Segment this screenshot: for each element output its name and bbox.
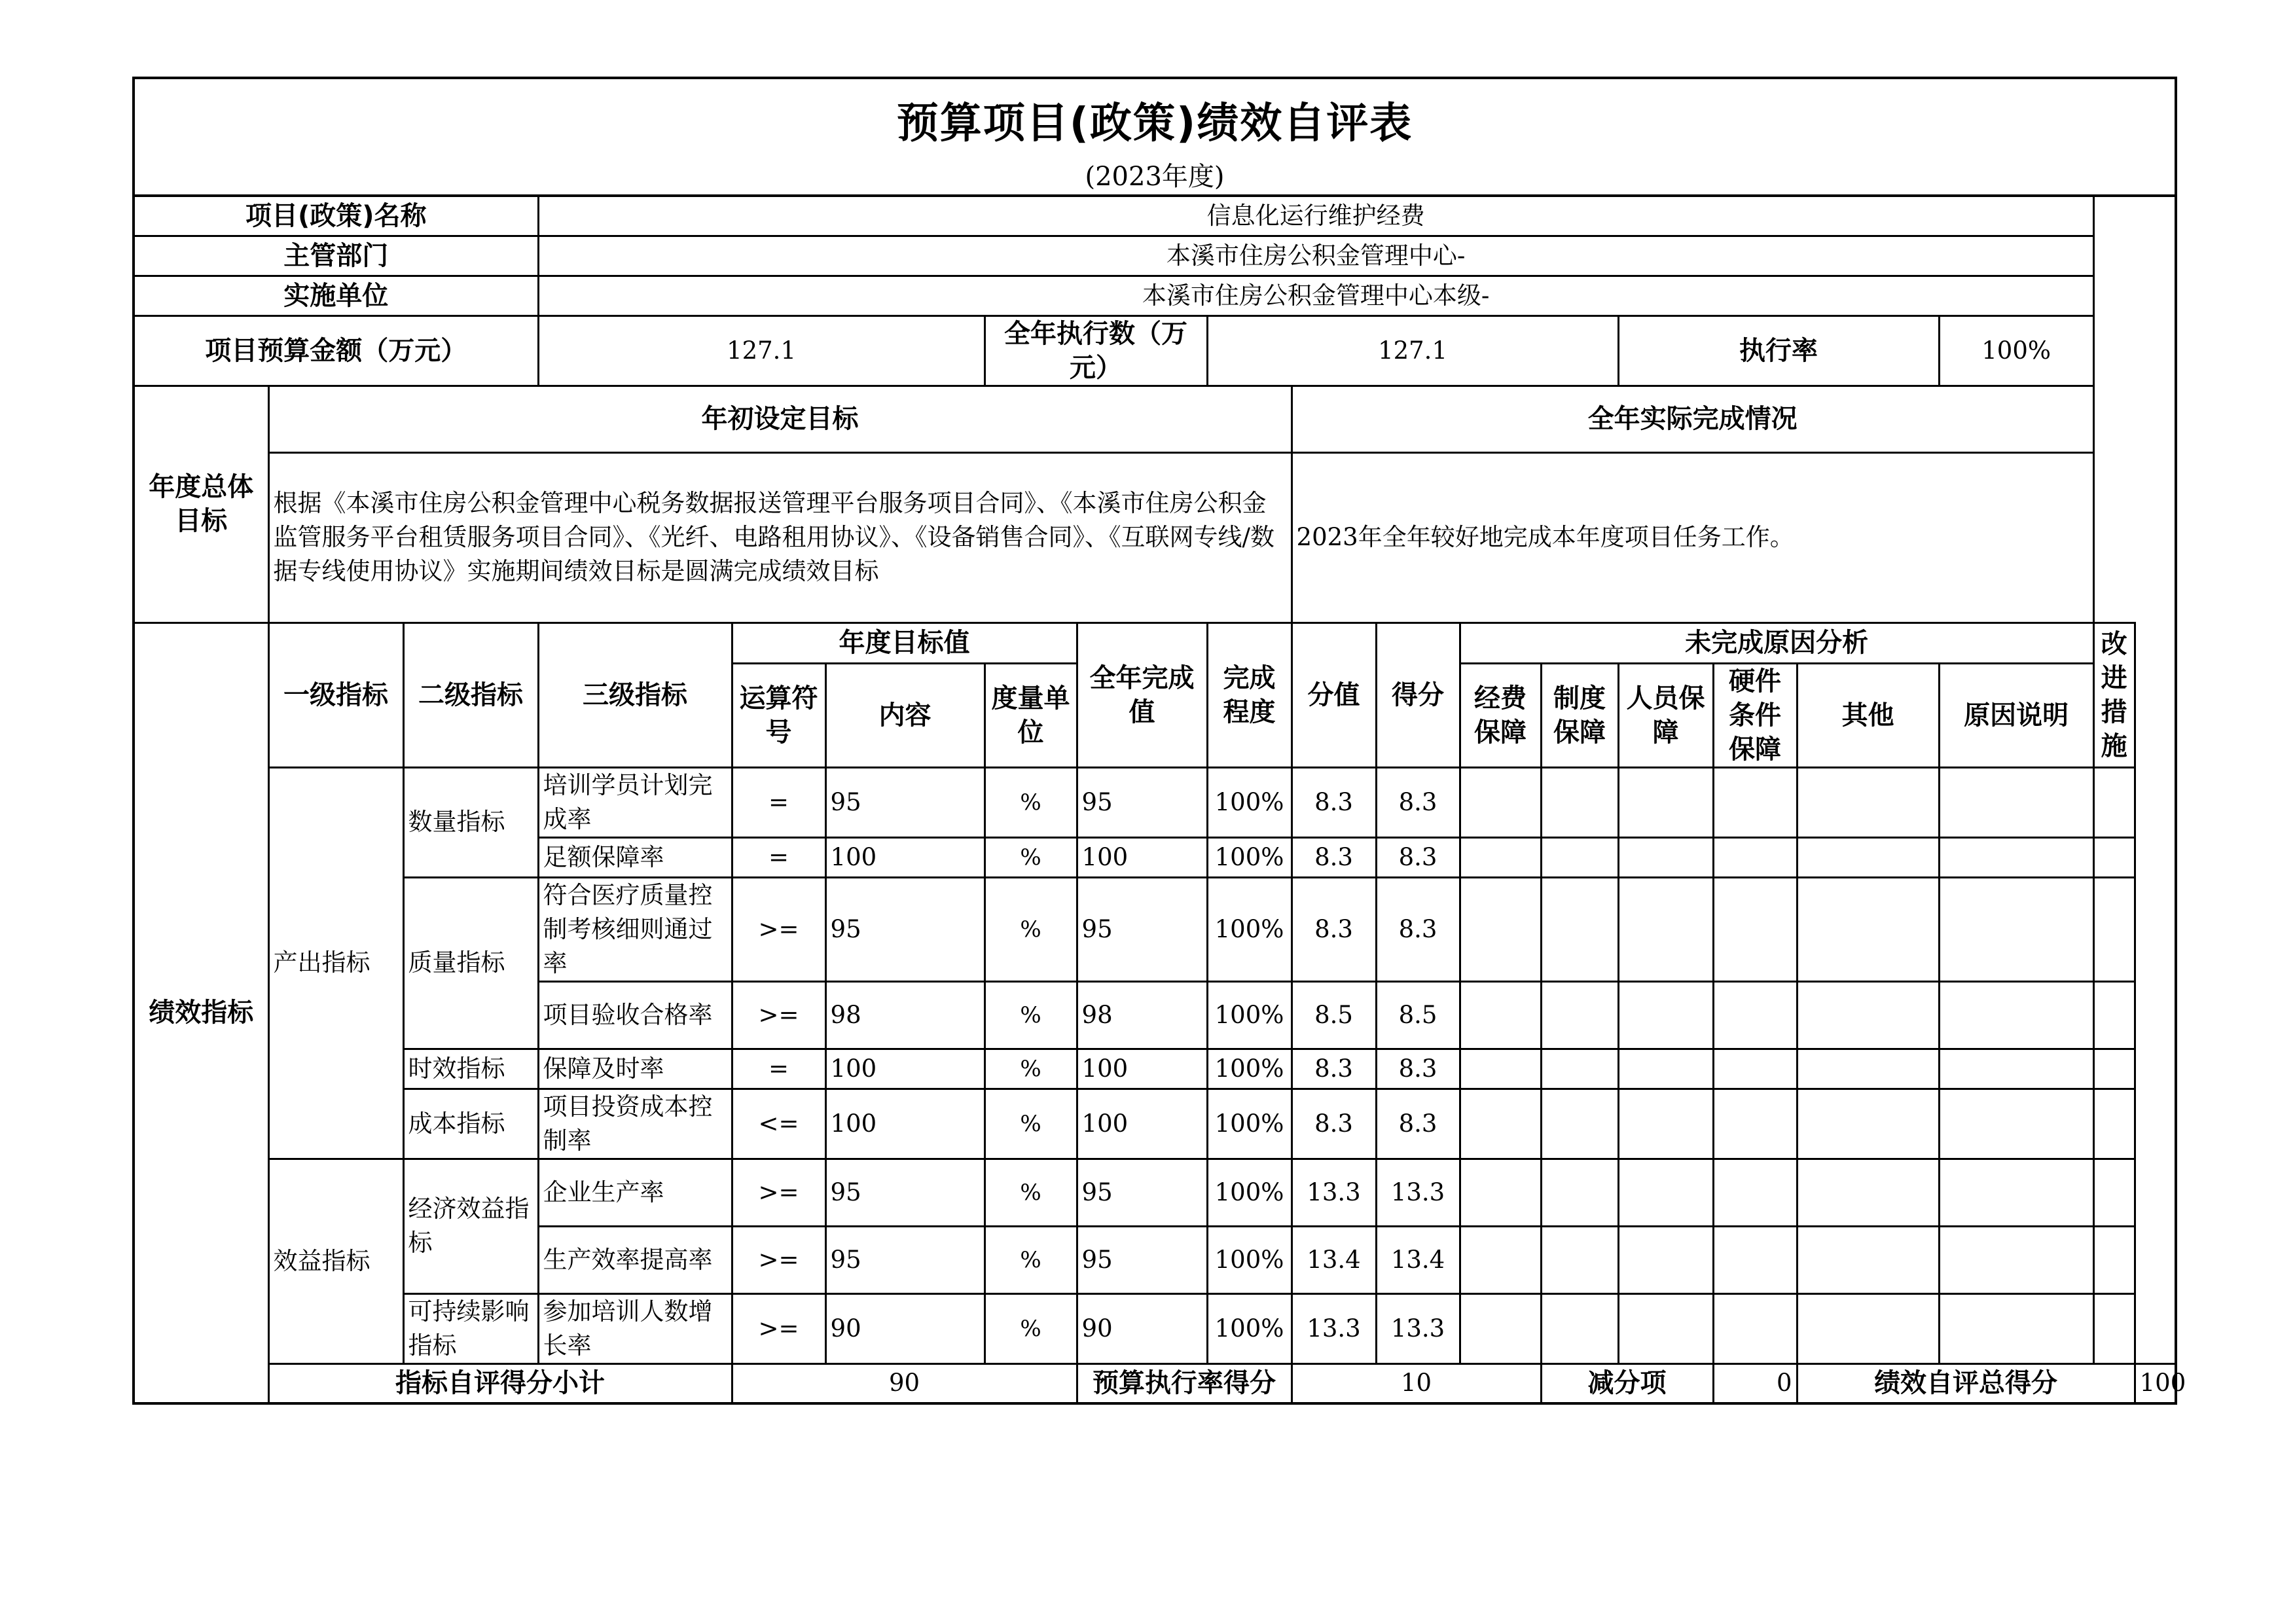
rate-label: 执行率	[1618, 316, 1939, 386]
indicator-content: 95	[825, 877, 985, 981]
indicator-unit: %	[985, 1226, 1077, 1293]
indicator-op: <=	[732, 1089, 825, 1159]
indicator-name: 企业生产率	[538, 1159, 732, 1226]
indicator-content: 95	[825, 1159, 985, 1226]
dept-label: 主管部门	[134, 236, 538, 276]
year-label: (2023年度)	[1085, 162, 1225, 192]
indicator-actual: 98	[1077, 981, 1207, 1049]
indicator-score: 13.3	[1292, 1159, 1376, 1226]
info-row-budget	[134, 316, 2176, 386]
header-r-hardware: 硬件条件保障	[1713, 663, 1797, 767]
unit-label: 实施单位	[134, 276, 538, 316]
goals-header-row	[134, 386, 2176, 452]
indicator-unit: %	[985, 877, 1077, 981]
indicator-actual: 95	[1077, 767, 1207, 837]
indicator-name: 培训学员计划完成率	[538, 767, 732, 837]
indicator-score: 8.5	[1292, 981, 1376, 1049]
table-row	[134, 1049, 2176, 1089]
header-level3: 三级指标	[538, 623, 732, 767]
summary-row	[134, 1363, 2176, 1403]
indicator-name: 参加培训人数增长率	[538, 1293, 732, 1363]
indicator-got: 13.4	[1376, 1226, 1460, 1293]
header-r-staff: 人员保障	[1618, 663, 1713, 767]
budget-label: 项目预算金额（万元）	[134, 316, 538, 386]
indicator-actual: 100	[1077, 837, 1207, 877]
indicator-unit: %	[985, 1049, 1077, 1089]
indicator-name: 足额保障率	[538, 837, 732, 877]
info-row-unit	[134, 276, 2176, 316]
table-row	[134, 877, 2176, 981]
indicator-completion: 100%	[1207, 1159, 1292, 1226]
indicator-score: 8.3	[1292, 1049, 1376, 1089]
header-got: 得分	[1376, 623, 1460, 767]
indicator-got: 13.3	[1376, 1293, 1460, 1363]
indicator-unit: %	[985, 1089, 1077, 1159]
budget-value: 127.1	[538, 316, 985, 386]
table-row	[134, 1089, 2176, 1159]
goals-actual-label: 全年实际完成情况	[1292, 386, 2093, 452]
header-score: 分值	[1292, 623, 1376, 767]
indicator-name: 生产效率提高率	[538, 1226, 732, 1293]
indicators-section-label: 绩效指标	[134, 623, 268, 1403]
indicator-op: =	[732, 767, 825, 837]
indicator-score: 8.3	[1292, 1089, 1376, 1159]
indicator-completion: 100%	[1207, 1049, 1292, 1089]
goals-set-text: 根据《本溪市住房公积金管理中心税务数据报送管理平台服务项目合同》、《本溪市住房公积金监管服务平台租赁服务项目合同》、《光纤、电路租用协议》、《设备销售合同》、《互联网专线/数据专线使用协议》实施期间绩效目标是圆满完成绩效目标	[268, 452, 1292, 623]
indicator-op: >=	[732, 1159, 825, 1226]
total-value: 100	[2135, 1363, 2176, 1403]
header-operator: 运算符号	[732, 663, 825, 767]
indicator-got: 8.3	[1376, 837, 1460, 877]
indicator-op: >=	[732, 877, 825, 981]
indicator-op: =	[732, 837, 825, 877]
header-content: 内容	[825, 663, 985, 767]
group-quantity: 数量指标	[403, 767, 538, 877]
indicator-completion: 100%	[1207, 981, 1292, 1049]
indicator-score: 8.3	[1292, 767, 1376, 837]
goals-actual-text: 2023年全年较好地完成本年度项目任务工作。	[1292, 452, 2093, 623]
indicator-header-row-1	[134, 623, 2176, 663]
indicator-actual: 95	[1077, 1159, 1207, 1226]
indicator-score: 13.4	[1292, 1226, 1376, 1293]
exec-label: 全年执行数（万元）	[985, 316, 1207, 386]
project-name-value: 信息化运行维护经费	[538, 196, 2093, 236]
header-target-group: 年度目标值	[732, 623, 1077, 663]
header-actual: 全年完成值	[1077, 623, 1207, 767]
output-label: 产出指标	[268, 767, 403, 1159]
evaluation-sheet	[132, 77, 2186, 1405]
group-economic: 经济效益指标	[403, 1159, 538, 1293]
indicator-actual: 100	[1077, 1049, 1207, 1089]
info-row-dept	[134, 236, 2176, 276]
indicator-got: 8.5	[1376, 981, 1460, 1049]
indicator-completion: 100%	[1207, 767, 1292, 837]
indicator-content: 90	[825, 1293, 985, 1363]
indicator-name: 保障及时率	[538, 1049, 732, 1089]
unit-value: 本溪市住房公积金管理中心本级-	[538, 276, 2093, 316]
indicator-content: 95	[825, 1226, 985, 1293]
header-r-system: 制度保障	[1541, 663, 1618, 767]
subtotal-value: 90	[732, 1363, 1077, 1403]
indicator-unit: %	[985, 1159, 1077, 1226]
indicator-op: >=	[732, 1226, 825, 1293]
info-row-name	[134, 196, 2176, 236]
header-level1: 一级指标	[268, 623, 403, 767]
exec-value: 127.1	[1207, 316, 1618, 386]
indicator-name: 项目验收合格率	[538, 981, 732, 1049]
subtotal-label: 指标自评得分小计	[268, 1363, 732, 1403]
goals-section-label: 年度总体目标	[134, 386, 268, 623]
indicator-completion: 100%	[1207, 1089, 1292, 1159]
budget-score-value: 10	[1292, 1363, 1541, 1403]
deduct-label: 减分项	[1541, 1363, 1713, 1403]
indicator-op: >=	[732, 1293, 825, 1363]
header-r-other: 其他	[1797, 663, 1939, 767]
indicator-content: 98	[825, 981, 985, 1049]
indicator-name: 项目投资成本控制率	[538, 1089, 732, 1159]
indicator-content: 100	[825, 837, 985, 877]
evaluation-table	[132, 194, 2186, 1405]
header-r-explain: 原因说明	[1939, 663, 2093, 767]
indicator-score: 8.3	[1292, 877, 1376, 981]
benefit-label: 效益指标	[268, 1159, 403, 1363]
indicator-actual: 90	[1077, 1293, 1207, 1363]
indicator-got: 8.3	[1376, 877, 1460, 981]
indicator-completion: 100%	[1207, 877, 1292, 981]
indicator-got: 8.3	[1376, 1089, 1460, 1159]
group-quality: 质量指标	[403, 877, 538, 1049]
indicator-unit: %	[985, 1293, 1077, 1363]
indicator-actual: 100	[1077, 1089, 1207, 1159]
table-row	[134, 1159, 2176, 1226]
total-label: 绩效自评总得分	[1797, 1363, 2135, 1403]
budget-score-label: 预算执行率得分	[1077, 1363, 1292, 1403]
indicator-op: =	[732, 1049, 825, 1089]
header-reason-group: 未完成原因分析	[1460, 623, 2093, 663]
table-row	[134, 1293, 2176, 1363]
header-unit: 度量单位	[985, 663, 1077, 767]
indicator-completion: 100%	[1207, 1226, 1292, 1293]
deduct-value: 0	[1713, 1363, 1797, 1403]
group-sustain: 可持续影响指标	[403, 1293, 538, 1363]
header-level2: 二级指标	[403, 623, 538, 767]
indicator-unit: %	[985, 837, 1077, 877]
table-row	[134, 767, 2176, 837]
dept-value: 本溪市住房公积金管理中心-	[538, 236, 2093, 276]
group-timeliness: 时效指标	[403, 1049, 538, 1089]
indicator-completion: 100%	[1207, 1293, 1292, 1363]
header-completion: 完成程度	[1207, 623, 1292, 767]
indicator-unit: %	[985, 767, 1077, 837]
indicator-content: 100	[825, 1049, 985, 1089]
indicator-content: 95	[825, 767, 985, 837]
indicator-op: >=	[732, 981, 825, 1049]
indicator-got: 8.3	[1376, 767, 1460, 837]
group-cost: 成本指标	[403, 1089, 538, 1159]
page-title: 预算项目(政策)绩效自评表	[896, 99, 1413, 148]
indicator-actual: 95	[1077, 877, 1207, 981]
indicator-score: 8.3	[1292, 837, 1376, 877]
indicator-completion: 100%	[1207, 837, 1292, 877]
indicator-got: 8.3	[1376, 1049, 1460, 1089]
rate-value: 100%	[1939, 316, 2093, 386]
indicator-got: 13.3	[1376, 1159, 1460, 1226]
goals-set-label: 年初设定目标	[268, 386, 1292, 452]
header-improve: 改进措施	[2093, 623, 2135, 767]
project-name-label: 项目(政策)名称	[134, 196, 538, 236]
goals-content-row	[134, 452, 2176, 623]
indicator-content: 100	[825, 1089, 985, 1159]
indicator-unit: %	[985, 981, 1077, 1049]
title-block	[132, 77, 2177, 194]
indicator-score: 13.3	[1292, 1293, 1376, 1363]
indicator-name: 符合医疗质量控制考核细则通过率	[538, 877, 732, 981]
header-r-funding: 经费保障	[1460, 663, 1541, 767]
indicator-actual: 95	[1077, 1226, 1207, 1293]
